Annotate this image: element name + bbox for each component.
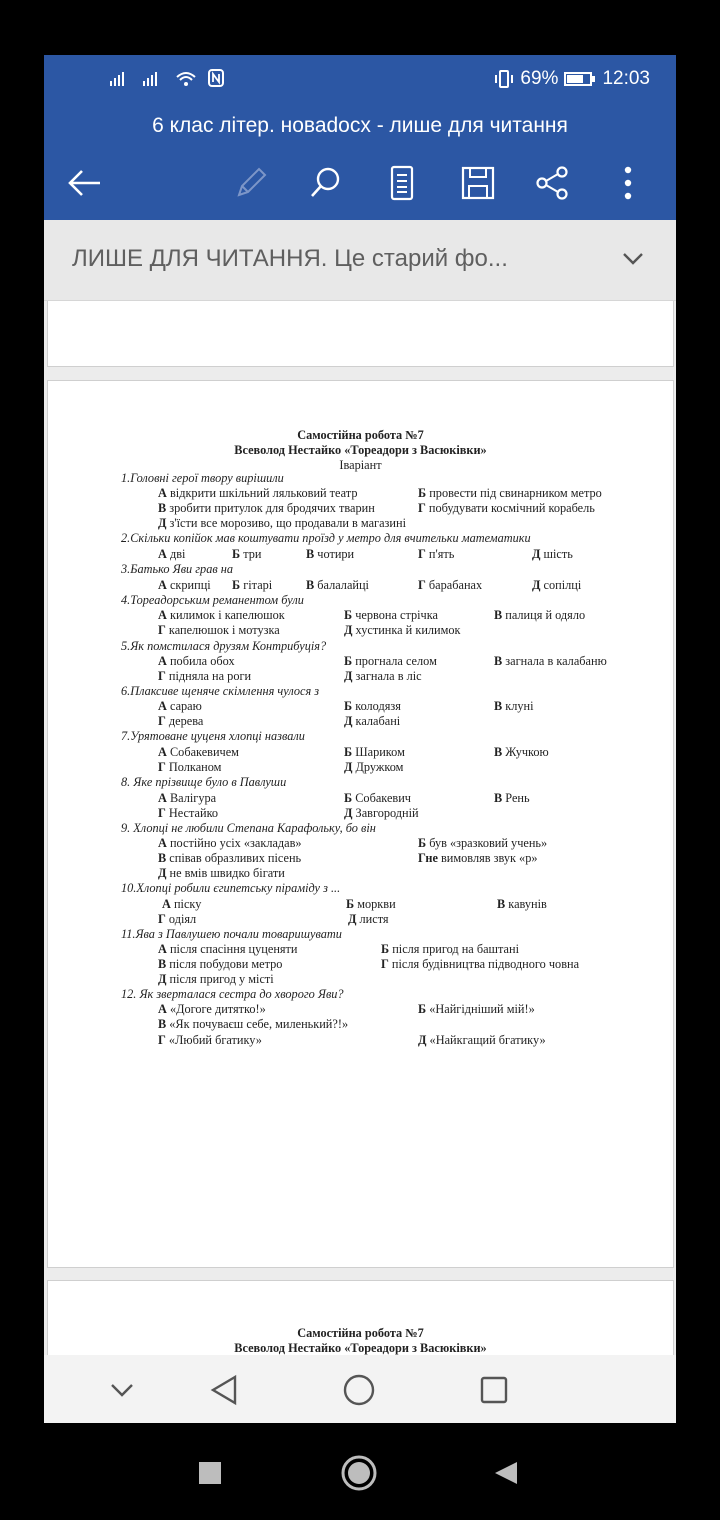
more-icon[interactable] — [606, 161, 650, 205]
answer-option: В клуні — [494, 699, 534, 713]
answer-option: Гне вимовляв звук «р» — [418, 851, 538, 865]
document-page — [47, 380, 674, 1268]
answer-option: Б червона стрічка — [344, 608, 438, 622]
answer-option: Д шість — [532, 547, 573, 561]
answer-option: В балалайці — [306, 578, 369, 592]
document-page — [47, 1280, 674, 1355]
back-icon[interactable] — [486, 1453, 526, 1493]
answer-option: Д з'їсти все морозиво, що продавали в магазині — [158, 516, 406, 530]
battery-percent: 69% — [520, 68, 559, 89]
battery-icon — [564, 71, 596, 87]
save-icon[interactable] — [456, 161, 500, 205]
answer-option: А постійно усіх «закладав» — [158, 836, 302, 850]
answer-option: Б прогнала селом — [344, 654, 437, 668]
wifi-icon — [175, 71, 197, 87]
answer-option: А дві — [158, 547, 186, 561]
doc-title: Самостійна робота №7 — [297, 1326, 424, 1340]
clock: 12:03 — [602, 68, 650, 89]
question-text: 2.Скільки копійок мав коштувати проїзд у метро для вчительки математики — [121, 531, 531, 545]
answer-option: Д Дружком — [344, 760, 404, 774]
question-text: 8. Яке прізвище було в Павлуши — [121, 775, 287, 789]
question-text: 3.Батько Яви грав на — [121, 562, 234, 576]
answer-option: В зробити притулок для бродячих тварин — [158, 501, 375, 515]
question-text: 9. Хлопці не любили Степана Карафольку, бо він — [121, 821, 376, 835]
answer-option: В після побудови метро — [158, 957, 283, 971]
question-text: 10.Хлопці робили єгипетську піраміду з ... — [121, 881, 341, 895]
answer-option: Г дерева — [158, 714, 204, 728]
answer-option: В «Як почуваєш себе, миленький?!» — [158, 1017, 349, 1031]
document-viewport[interactable] — [44, 301, 676, 1355]
question-text: 11.Ява з Павлушею почали товаришувати — [121, 927, 342, 941]
answer-option: Б «Найгідніший мій!» — [418, 1002, 535, 1016]
answer-option: Б після пригод на баштані — [381, 942, 519, 956]
answer-option: Д не вмів швидко бігати — [158, 866, 285, 880]
answer-option: Г «Любий бгатику» — [158, 1033, 262, 1047]
back-triangle-icon[interactable] — [206, 1372, 242, 1408]
signal-group — [108, 69, 230, 93]
answer-option: В кавунів — [497, 897, 547, 911]
system-nav — [0, 1423, 720, 1520]
answer-option: Г барабанах — [418, 578, 483, 592]
vibrate-icon — [494, 70, 514, 88]
signal-icon — [108, 71, 130, 87]
phone-screen — [44, 55, 676, 1423]
answer-option: А після спасіння цуценяти — [158, 942, 298, 956]
answer-option: В чотири — [306, 547, 355, 561]
answer-option: Д Завгородній — [344, 806, 419, 820]
back-arrow-icon[interactable] — [62, 161, 106, 205]
answer-option: А Собакевичем — [158, 745, 239, 759]
question-text: 4.Тореадорським реманентом були — [121, 593, 304, 607]
answer-option: Б моркви — [346, 897, 396, 911]
question-text: 12. Як зверталася сестра до хворого Яви? — [121, 987, 344, 1001]
window-title: 6 клас літер. новаdocx - лише для читання — [44, 105, 676, 147]
share-icon[interactable] — [531, 161, 575, 205]
answer-option: Д хустинка й килимок — [344, 623, 461, 637]
answer-option: А відкрити шкільний ляльковий театр — [158, 486, 358, 500]
answer-option: Г після будівництва підводного човна — [381, 957, 580, 971]
battery-group — [494, 68, 650, 90]
pencil-icon[interactable] — [229, 161, 273, 205]
circle-icon[interactable] — [339, 1453, 379, 1493]
answer-option: Д сопілці — [532, 578, 582, 592]
collapse-chevron-icon[interactable] — [104, 1372, 140, 1408]
answer-option: Г Нестайко — [158, 806, 219, 820]
doc-title: Самостійна робота №7 — [297, 428, 424, 442]
answer-option: А килимок і капелюшок — [158, 608, 285, 622]
answer-option: В Жучкою — [494, 745, 549, 759]
nfc-icon — [208, 69, 224, 87]
question-text: 7.Урятоване цуценя хлопці назвали — [121, 729, 305, 743]
search-icon[interactable] — [304, 161, 348, 205]
home-circle-icon[interactable] — [341, 1372, 377, 1408]
answer-option: Д листя — [348, 912, 389, 926]
question-text: 6.Плаксиве щеняче скімлення чулося з — [121, 684, 320, 698]
chevron-down-icon[interactable] — [620, 246, 646, 277]
answer-option: В співав образливих пісень — [158, 851, 302, 865]
answer-option: Д калабані — [344, 714, 401, 728]
answer-option: Б три — [232, 547, 262, 561]
answer-option: В загнала в калабаню — [494, 654, 607, 668]
square-icon[interactable] — [190, 1453, 230, 1493]
answer-option: Г Полканом — [158, 760, 222, 774]
answer-option: Г підняла на роги — [158, 669, 252, 683]
answer-option: Б колодязя — [344, 699, 401, 713]
status-bar — [44, 55, 676, 105]
answer-option: В палиця й одяло — [494, 608, 586, 622]
answer-option: Г капелюшок і мотузка — [158, 623, 280, 637]
doc-subtitle: Всеволод Нестайко «Тореадори з Васюківки» — [234, 443, 487, 457]
answer-option: А побила обох — [158, 654, 235, 668]
answer-option: А сараю — [158, 699, 202, 713]
signal-icon — [141, 71, 163, 87]
banner-text: ЛИШЕ ДЛЯ ЧИТАННЯ. Це старий фо... — [72, 245, 508, 272]
answer-option: Г побудувати космічний корабель — [418, 501, 595, 515]
answer-option: А «Догоге дитятко!» — [158, 1002, 266, 1016]
answer-option: Д «Найкгащий бгатику» — [418, 1033, 546, 1047]
answer-option: Д після пригод у місті — [158, 972, 274, 986]
answer-option: Б провести під свинарником метро — [418, 486, 602, 500]
toolbar — [44, 147, 676, 220]
doc-variant: Iваріант — [339, 458, 382, 472]
document-page — [47, 301, 674, 367]
answer-option: Г одіял — [158, 912, 197, 926]
answer-option: В Рень — [494, 791, 530, 805]
bottom-nav — [44, 1355, 676, 1423]
answer-option: Б Собакевич — [344, 791, 411, 805]
answer-option: Д загнала в ліс — [344, 669, 422, 683]
question-text: 1.Головні герої твору вирішили — [121, 471, 284, 485]
recents-square-icon[interactable] — [476, 1372, 512, 1408]
answer-option: А піску — [162, 897, 202, 911]
answer-option: А скрипці — [158, 578, 211, 592]
read-mode-icon[interactable] — [380, 161, 424, 205]
doc-subtitle: Всеволод Нестайко «Тореадори з Васюківки» — [234, 1341, 487, 1355]
answer-option: А Валігура — [158, 791, 217, 805]
question-text: 5.Як помстилася друзям Контрибуція? — [121, 639, 327, 653]
answer-option: Б був «зразковий учень» — [418, 836, 548, 850]
answer-option: Б гітарі — [232, 578, 273, 592]
answer-option: Б Шариком — [344, 745, 405, 759]
answer-option: Г п'ять — [418, 547, 455, 561]
read-only-banner[interactable] — [44, 220, 676, 301]
